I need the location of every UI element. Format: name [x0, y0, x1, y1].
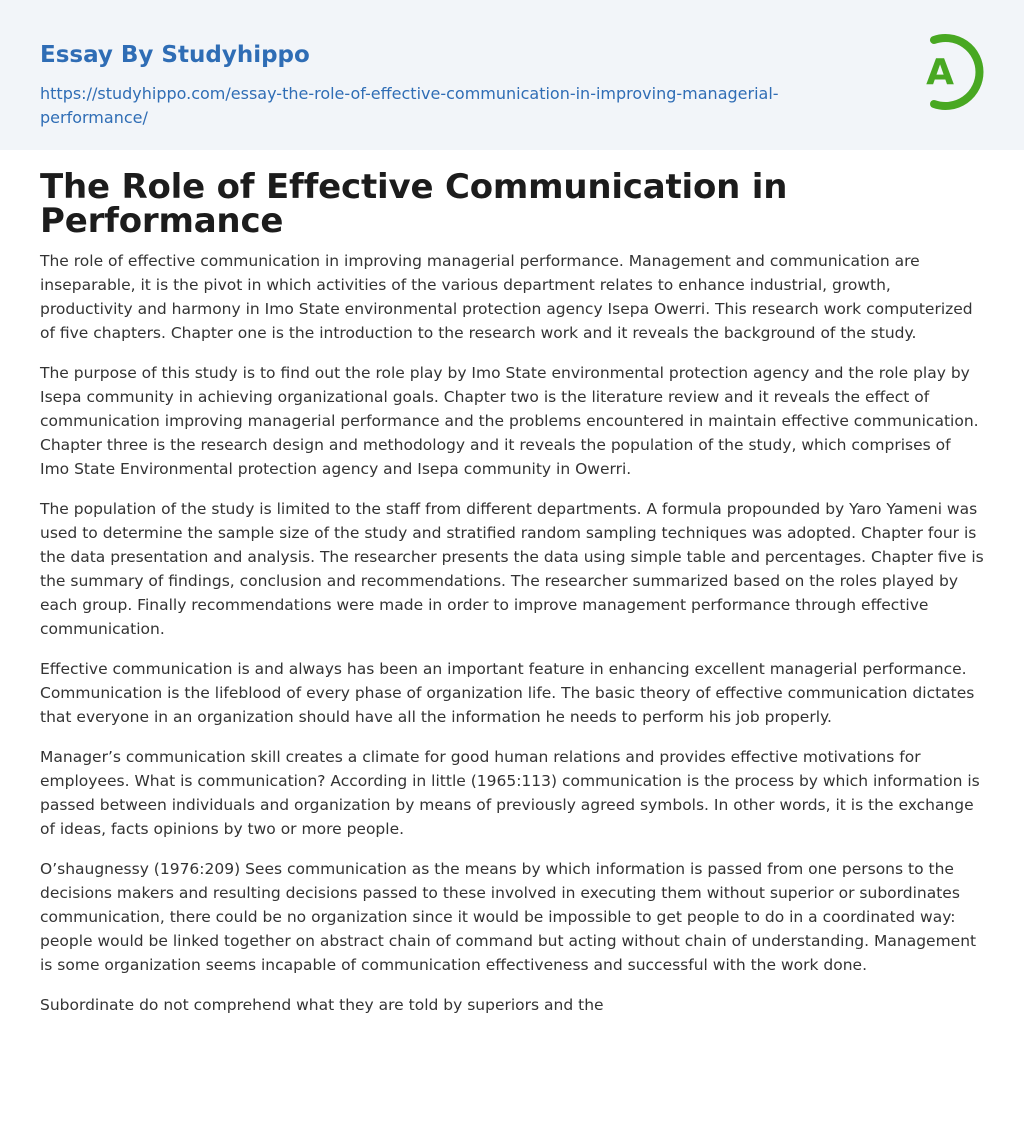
- article-paragraph: The purpose of this study is to find out the role play by Imo State environmental protection agency and the role play by Isepa community in achieving organizational goals. Chapter two is the literature review and it reveals the effect of communication improving managerial performance and the problems encountered in maintain effective communication. Chapter three is the research design and methodology and it reveals the population of the study, which comprises of Imo State Environmental protection agency and Isepa community in Owerri.: [40, 364, 979, 478]
- article-paragraph: Subordinate do not comprehend what they are told by superiors and the: [40, 996, 604, 1014]
- essay-url-link[interactable]: https://studyhippo.com/essay-the-role-of-effective-communication-in-improving-managerial-performance/: [40, 84, 779, 127]
- site-header: [0, 0, 1024, 150]
- article-paragraph: The population of the study is limited to the staff from different departments. A formula propounded by Yaro Yameni was used to determine the sample size of the study and stratified random sampling techniques was adopted. Chapter four is the data presentation and analysis. The researcher presents the data using simple table and percentages. Chapter five is the summary of findings, conclusion and recommendations. The researcher summarized based on the roles played by each group. Finally recommendations were made in order to improve management performance through effective communication.: [40, 500, 984, 638]
- logo-letter: A: [926, 52, 954, 93]
- article-paragraph: The role of effective communication in improving managerial performance. Management and communication are inseparable, it is the pivot in which activities of the various department relates to enhance industrial, growth, productivity and harmony in Imo State environmental protection agency Isepa Owerri. This research work computerized of five chapters. Chapter one is the introduction to the research work and it reveals the background of the study.: [40, 252, 973, 342]
- site-brand[interactable]: Essay By Studyhippo: [40, 42, 310, 68]
- article-paragraph: Manager’s communication skill creates a climate for good human relations and provides effective motivations for employees. What is communication? According in little (1965:113) communication is the process by which information is passed between individuals and organization by means of previously agreed symbols. In other words, it is the exchange of ideas, facts opinions by two or more people.: [40, 748, 980, 838]
- article-paragraph: O’shaugnessy (1976:209) Sees communication as the means by which information is passed from one persons to the decisions makers and resulting decisions passed to these involved in executing them without superior or subordinates communication, there could be no organization since it would be impossible to get people to do in a coordinated way: people would be linked together on abstract chain of command but acting without chain of understanding. Management is some organization seems incapable of communication effectiveness and successful with the work done.: [40, 860, 977, 974]
- studyhippo-logo-icon[interactable]: [912, 29, 986, 115]
- article-paragraph: Effective communication is and always has been an important feature in enhancing excellent managerial performance. Communication is the lifeblood of every phase of organization life. The basic theory of effective communication dictates that everyone in an organization should have all the information he needs to perform his job properly.: [40, 660, 975, 726]
- article: [0, 150, 1024, 1017]
- article-title: The Role of Effective Communication in Performance: [40, 167, 788, 241]
